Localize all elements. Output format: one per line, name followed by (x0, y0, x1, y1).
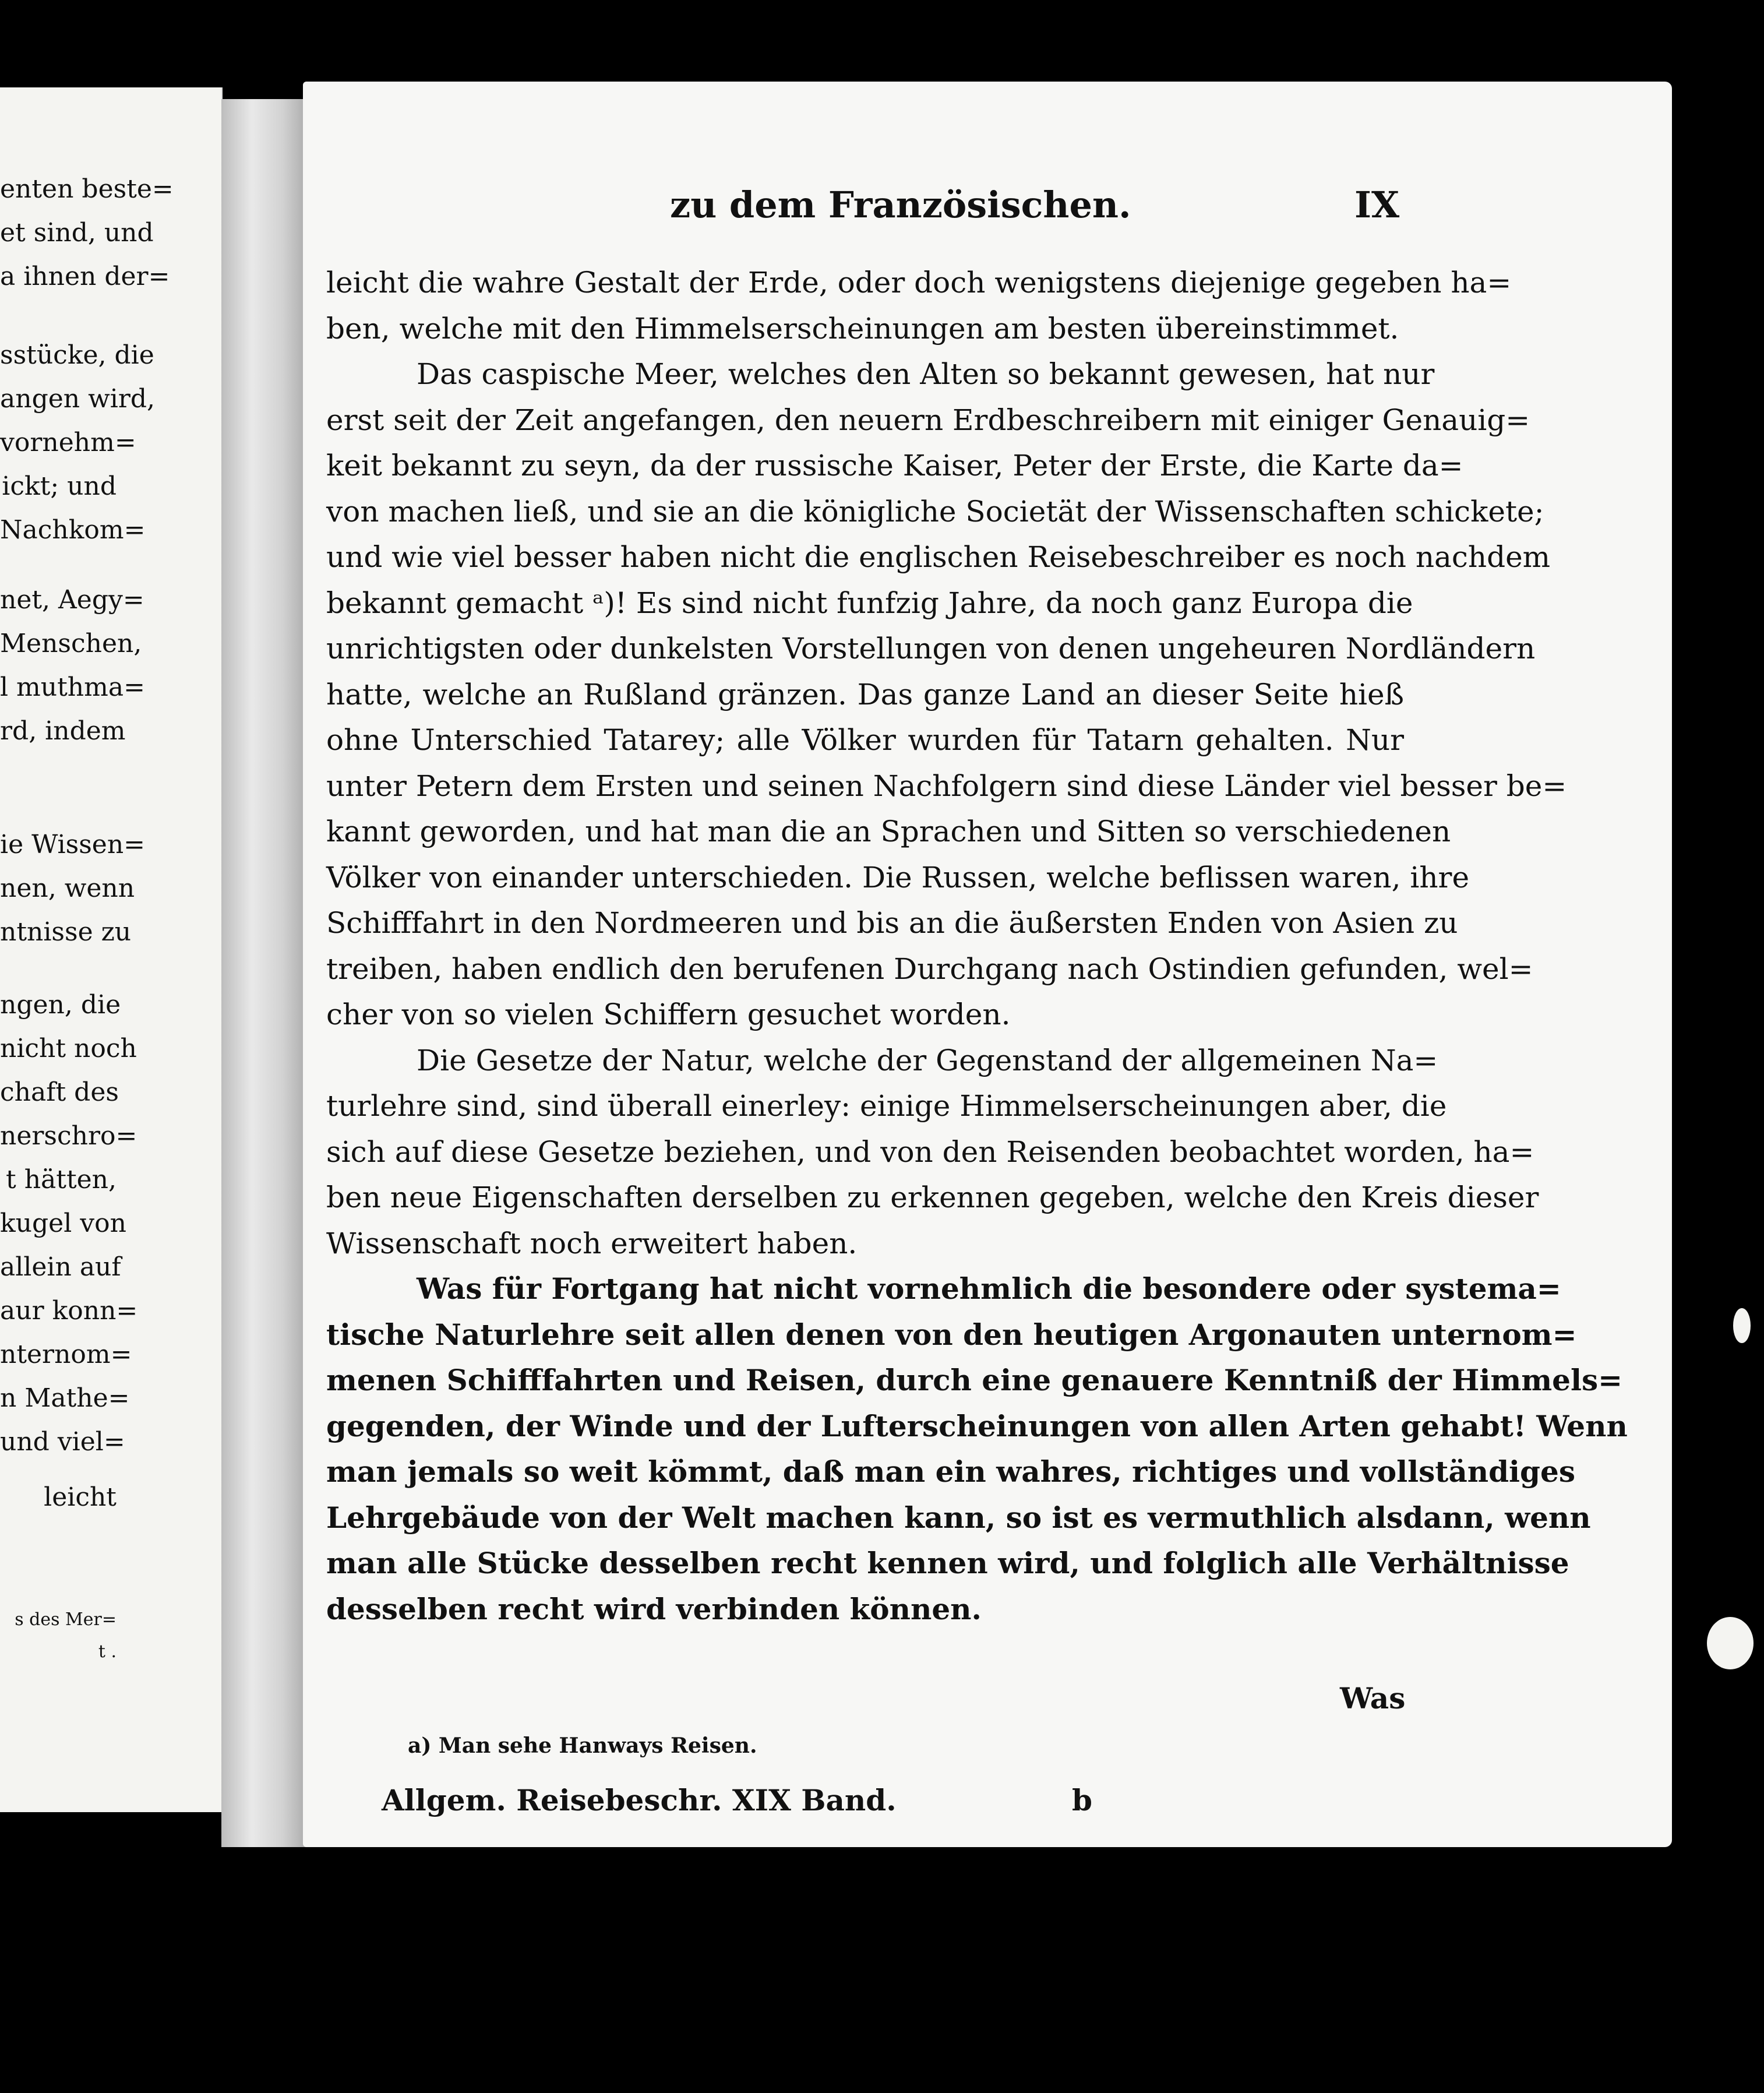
left-page-line: nerschro= (0, 1121, 137, 1151)
catch-word: Was (1340, 1681, 1406, 1715)
left-page-line: n Mathe= (0, 1383, 130, 1413)
body-line: von machen ließ, und sie an die königliche Societät der Wissenschaften schickete; (326, 494, 1544, 528)
left-page-line: ickt; und (2, 471, 117, 501)
body-line: Lehrgebäude von der Welt machen kann, so ist es vermuthlich alsdann, wenn (326, 1500, 1591, 1535)
body-line: leicht die wahre Gestalt der Erde, oder doch wenigstens diejenige gegeben ha= (326, 266, 1512, 299)
body-line: Was für Fortgang hat nicht vornehmlich die besondere oder systema= (417, 1271, 1561, 1306)
body-line: cher von so vielen Schiffern gesuchet worden. (326, 998, 1011, 1031)
signature-line: Allgem. Reisebeschr. XIX Band. (382, 1783, 897, 1817)
body-line: sich auf diese Gesetze beziehen, und von den Reisenden beobachtet worden, ha= (326, 1134, 1534, 1169)
left-page-line: Nachkom= (0, 515, 146, 545)
left-page-line: sstücke, die (0, 340, 154, 370)
page-number: IX (1354, 184, 1400, 226)
body-line: Das caspische Meer, welches den Alten so bekannt gewesen, hat nur (417, 357, 1435, 391)
body-line: gegenden, der Winde und der Lufterscheinungen von allen Arten gehabt! Wenn (326, 1408, 1628, 1443)
left-page-footnote-fragment: s des Mer= (15, 1609, 117, 1630)
left-page-line: Menschen, (0, 629, 142, 658)
body-line: turlehre sind, sind überall einerley: einige Himmelserscheinungen aber, die (326, 1089, 1447, 1123)
page-speck (1707, 1617, 1754, 1669)
body-line: treiben, haben endlich den berufenen Durchgang nach Ostindien gefunden, wel= (326, 952, 1533, 986)
left-page-fragment (0, 87, 223, 1812)
book-gutter (221, 99, 309, 1847)
body-line: Die Gesetze der Natur, welche der Gegenstand der allgemeinen Na= (417, 1043, 1438, 1077)
running-header-title: zu dem Französischen. (670, 184, 1131, 226)
body-line: Schifffahrt in den Nordmeeren und bis an die äußersten Enden von Asien zu (326, 906, 1458, 940)
body-line: bekannt gemacht ᵃ)! Es sind nicht funfzig Jahre, da noch ganz Europa die (326, 586, 1413, 620)
left-page-line: t hätten, (6, 1165, 117, 1195)
left-page-line: rd, indem (0, 716, 126, 746)
left-page-line: allein auf (0, 1252, 121, 1282)
left-page-line: und viel= (0, 1427, 125, 1457)
left-page-line: nicht noch (0, 1034, 137, 1063)
left-page-line: enten beste= (0, 174, 174, 204)
left-page-line: ntnisse zu (0, 917, 132, 947)
left-page-line: net, Aegy= (0, 585, 144, 615)
left-page-line: chaft des (0, 1077, 119, 1107)
body-line: erst seit der Zeit angefangen, den neuern Erdbeschreibern mit einiger Genauig= (326, 403, 1530, 437)
body-line: und wie viel besser haben nicht die englischen Reisebeschreiber es noch nachdem (326, 540, 1551, 574)
left-page-line: et sind, und (0, 218, 154, 248)
body-line: unter Petern dem Ersten und seinen Nachfolgern sind diese Länder viel besser be= (326, 769, 1567, 803)
page-speck (1733, 1308, 1751, 1343)
body-line: unrichtigsten oder dunkelsten Vorstellungen von denen ungeheuren Nordländern (326, 632, 1536, 665)
body-line: hatte, welche an Rußland gränzen. Das ganze Land an dieser Seite hieß (326, 677, 1404, 711)
body-line: Völker von einander unterschieden. Die Russen, welche beflissen waren, ihre (326, 860, 1470, 894)
body-line: Wissenschaft noch erweitert haben. (326, 1226, 858, 1260)
left-page-line: ngen, die (0, 990, 121, 1020)
footnote: a) Man sehe Hanways Reisen. (408, 1733, 757, 1758)
body-line: man jemals so weit kömmt, daß man ein wahres, richtiges und vollständiges (326, 1454, 1575, 1489)
left-page-line: kugel von (0, 1208, 126, 1238)
signature-mark: b (1072, 1783, 1092, 1817)
body-line: desselben recht wird verbinden können. (326, 1591, 982, 1626)
left-page-line: nternom= (0, 1340, 132, 1369)
left-page-footnote-fragment: t . (98, 1641, 117, 1662)
left-page-line: nen, wenn (0, 873, 135, 903)
body-line: tische Naturlehre seit allen denen von den heutigen Argonauten unternom= (326, 1317, 1577, 1352)
body-line: menen Schifffahrten und Reisen, durch eine genauere Kenntniß der Himmels= (326, 1363, 1623, 1397)
body-line: ben, welche mit den Himmelserscheinungen am besten übereinstimmet. (326, 311, 1399, 346)
left-page-line: ie Wissen= (0, 830, 146, 859)
left-page-line: leicht (44, 1482, 117, 1512)
left-page-line: aur konn= (0, 1296, 138, 1326)
left-page-line: a ihnen der= (0, 262, 170, 291)
left-page-line: angen wird, (0, 384, 156, 414)
left-page-line: l muthma= (0, 672, 145, 702)
body-line: ben neue Eigenschaften derselben zu erkennen gegeben, welche den Kreis dieser (326, 1181, 1539, 1214)
body-line: kannt geworden, und hat man die an Sprachen und Sitten so verschiedenen (326, 815, 1451, 848)
left-page-line: vornehm= (0, 428, 136, 457)
body-line: man alle Stücke desselben recht kennen wird, und folglich alle Verhältnisse (326, 1546, 1569, 1580)
body-line: keit bekannt zu seyn, da der russische Kaiser, Peter der Erste, die Karte da= (326, 449, 1463, 482)
body-line: ohne Unterschied Tatarey; alle Völker wurden für Tatarn gehalten. Nur (326, 723, 1404, 757)
